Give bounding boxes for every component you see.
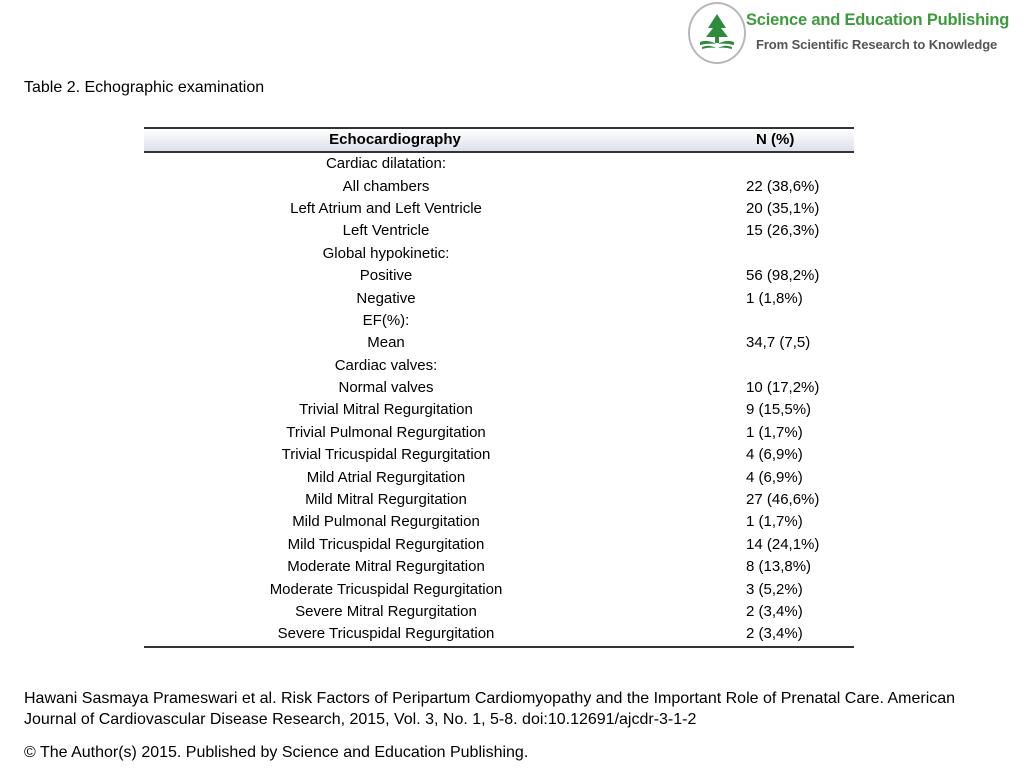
table-row [144,265,854,287]
table-row [144,623,854,646]
echography-table [144,127,854,648]
table-row [144,287,854,309]
table-title: Table 2. Echographic examination [24,79,265,96]
table-row [144,220,854,242]
table-row [144,489,854,511]
row-value: 3 (5,2%) [746,580,803,598]
header-echocardiography: Echocardiography [144,128,660,152]
row-label: Mild Atrial Regurgitation [306,468,466,486]
row-value: 2 (3,4%) [660,623,854,646]
row-label: Mean [367,334,405,352]
table-row [144,152,854,175]
table-row [144,355,854,377]
row-value [660,152,854,175]
row-value [660,310,854,332]
row-value: 8 (13,8%) [746,558,812,576]
table-row [144,534,854,556]
row-value: 20 (35,1%) [746,199,820,217]
row-value: 22 (38,6%) [746,177,820,195]
row-label: All chambers [342,177,430,195]
row-label: Negative [356,289,416,307]
table-header-row [144,128,854,152]
row-value: 27 (46,6%) [746,491,820,509]
table-row [144,243,854,265]
row-value: 34,7 (7,5) [746,334,811,352]
row-value: 1 (1,8%) [746,289,803,307]
table-row [144,578,854,600]
row-label: Trivial Pulmonal Regurgitation [286,423,486,441]
table-row [144,422,854,444]
row-label: Severe Mitral Regurgitation [295,603,477,620]
table-row [144,399,854,421]
table-row [144,556,854,578]
citation: Hawani Sasmaya Prameswari et al. Risk Factors of Peripartum Cardiomyopathy and the Important Role of Prenatal Care. American Journal of Cardiovascular Disease Research, 2015, Vol. 3, No. 1, 5-8. doi:10.12691/ajcdr-3-1-2 [24,690,956,728]
row-label: Cardiac dilatation: [325,155,447,173]
row-label: Left Ventricle [342,222,430,240]
row-value [660,355,854,377]
row-label: Mild Mitral Regurgitation [305,491,467,509]
row-label: Left Atrium and Left Ventricle [290,199,482,217]
row-label: Moderate Tricuspidal Regurgitation [269,580,503,598]
table-row [144,310,854,332]
row-value: 1 (1,7%) [746,513,803,531]
table-row [144,198,854,220]
row-label: Mild Pulmonal Regurgitation [292,513,480,531]
row-value: 56 (98,2%) [746,267,820,285]
row-label: Severe Tricuspidal Regurgitation [144,623,660,646]
row-label: EF(%): [362,311,410,329]
table-row [144,444,854,466]
copyright: © The Author(s) 2015. Published by Science and Education Publishing. [24,744,529,761]
table-row [144,175,854,197]
row-label: Mild Tricuspidal Regurgitation [287,535,485,553]
table-row [144,511,854,533]
tree-logo-icon [688,2,746,64]
row-value: 9 (15,5%) [746,401,812,419]
publisher-tagline: From Scientific Research to Knowledge [756,37,998,52]
header-n-percent: N (%) [660,128,854,152]
row-value: 4 (6,9%) [746,468,803,486]
table-row [144,377,854,399]
row-label: Trivial Tricuspidal Regurgitation [281,446,491,464]
publisher-logo [688,2,1008,64]
echography-table-container [144,127,854,648]
row-label: Normal valves [338,379,434,397]
row-value: 14 (24,1%) [746,535,820,553]
publisher-name: Science and Education Publishing [746,11,1010,29]
row-value: 4 (6,9%) [746,446,803,464]
row-label: Positive [359,267,413,285]
row-value: 1 (1,7%) [746,423,803,441]
row-label: Global hypokinetic: [322,244,450,262]
row-label: Cardiac valves: [334,356,438,374]
row-value: 10 (17,2%) [746,379,820,397]
row-label: Moderate Mitral Regurgitation [287,558,485,576]
row-value: 15 (26,3%) [746,222,820,240]
row-value [660,243,854,265]
row-label: Trivial Mitral Regurgitation [299,401,473,419]
table-row [144,466,854,488]
table-body [144,152,854,647]
table-row [144,332,854,354]
table-row [144,601,854,623]
row-value: 2 (3,4%) [746,603,803,620]
